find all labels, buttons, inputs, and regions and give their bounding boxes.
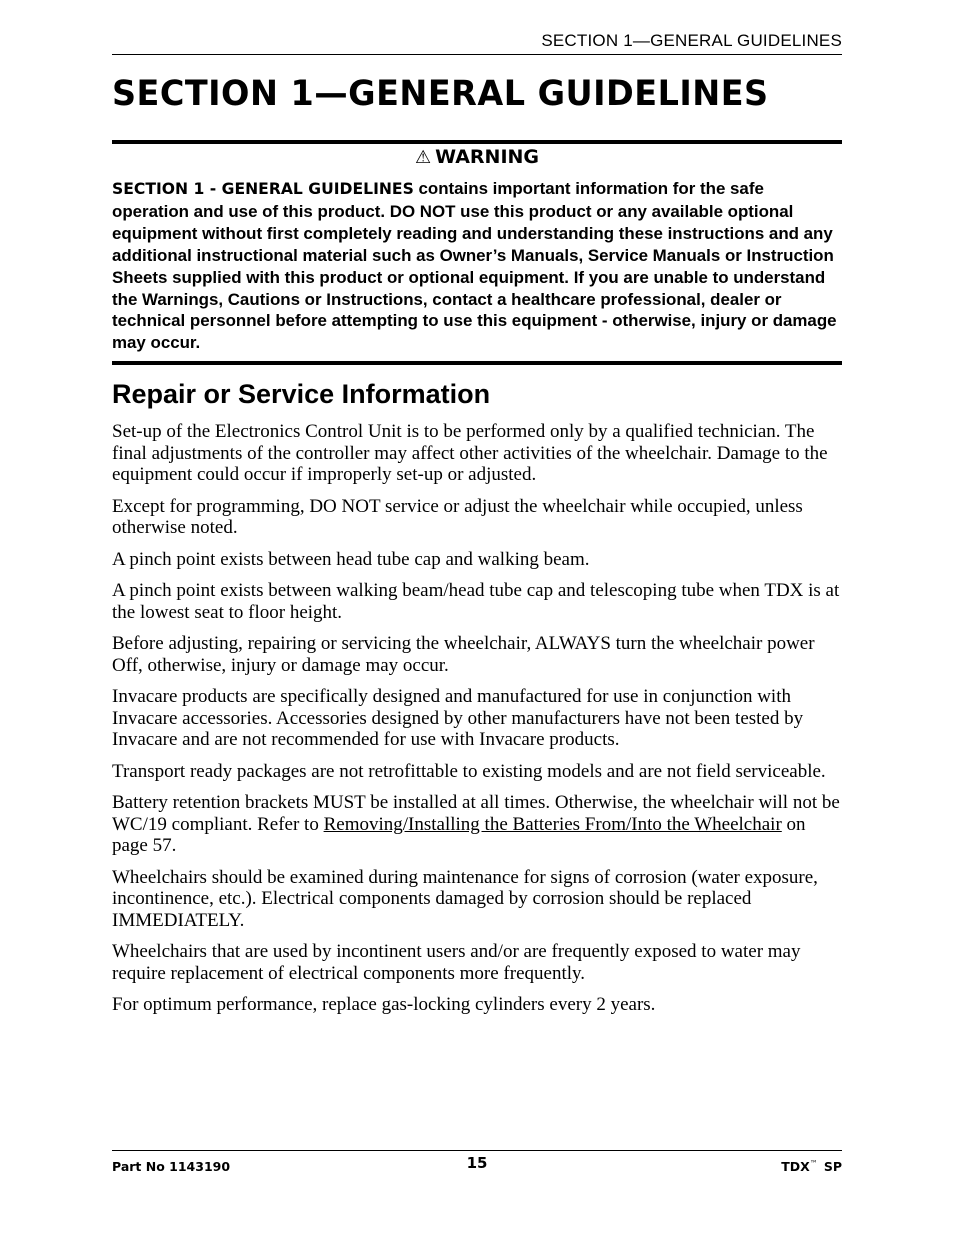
warning-top-rule: [112, 140, 842, 144]
paragraph: Wheelchairs should be examined during maintenance for signs of corrosion (water exposure, incontinence, etc.). Electrical components damaged by corrosion should be replaced IMMEDIATELY.: [112, 866, 818, 932]
battery-text: Battery retention brackets MUST be installed at all times. Otherwise, the wheelchair will not be WC/19 compliant. Refer to: [112, 792, 840, 835]
product-suffix: SP: [823, 1159, 842, 1174]
battery-section-link[interactable]: Removing/Installing the Batteries From/Into the Wheelchair: [323, 813, 782, 835]
warning-body: contains important information for the safe operation and use of this product. DO NOT use this product or any available optional equipment without first completely reading and understanding these instructions and any additional instructional material such as Owner’s Manuals, Service Manuals or Instruction Sheets supplied with this product or optional equipment. If you are unable to understand the Warnings, Cautions or Instructions, contact a healthcare professional, dealer or technical personnel before attempting to use this equipment - otherwise, injury or damage may occur.: [112, 179, 837, 353]
repair-body: [112, 421, 842, 1026]
paragraph: Set-up of the Electronics Control Unit is to be performed only by a qualified technician. The final adjustments of the controller may affect other activities of the wheelchair. Damage to the equipment could occur if improperly set-up or adjusted.: [112, 421, 828, 486]
section-title: SECTION 1—GENERAL GUIDELINES: [112, 74, 769, 114]
warning-heading-label: WARNING: [435, 146, 540, 168]
running-header: SECTION 1—GENERAL GUIDELINES: [541, 31, 842, 50]
product-label: TDX: [781, 1159, 810, 1174]
page-number: 15: [466, 1154, 488, 1172]
warning-heading: [112, 146, 842, 168]
manual-page: [112, 0, 842, 1235]
footer-rule: [112, 1150, 842, 1151]
trademark-symbol: ™: [809, 1159, 818, 1168]
part-number: Part No 1143190: [112, 1159, 231, 1174]
warning-bottom-rule: [112, 361, 842, 365]
paragraph: Except for programming, DO NOT service or adjust the wheelchair while occupied, unless otherwise noted.: [112, 495, 803, 539]
paragraph: A pinch point exists between head tube cap and walking beam.: [112, 548, 590, 570]
paragraph: Invacare products are specifically designed and manufactured for use in conjunction with Invacare accessories. Accessories designed by other manufacturers have not been tested by Invacare and are not recommended for use with Invacare products.: [112, 686, 804, 751]
paragraph: For optimum performance, replace gas-locking cylinders every 2 years.: [112, 994, 656, 1016]
paragraph: Transport ready packages are not retrofittable to existing models and are not field serviceable.: [112, 760, 826, 782]
battery-paragraph: [112, 792, 842, 857]
paragraph: Before adjusting, repairing or servicing the wheelchair, ALWAYS turn the wheelchair power Off, otherwise, injury or damage may occur.: [112, 633, 815, 676]
header-rule: [112, 54, 842, 55]
paragraph: Wheelchairs that are used by incontinent users and/or are frequently exposed to water may require replacement of electrical components more frequently.: [112, 941, 801, 985]
product-name: [781, 1159, 842, 1174]
repair-heading: Repair or Service Information: [112, 379, 491, 409]
battery-page-ref: on page 57.: [112, 813, 806, 857]
warning-lead: SECTION 1 - GENERAL GUIDELINES: [112, 180, 414, 198]
warning-text: [112, 178, 842, 354]
warning-triangle-icon: ⚠: [414, 147, 432, 168]
paragraph: A pinch point exists between walking beam/head tube cap and telescoping tube when TDX is at the lowest seat to floor height.: [112, 580, 840, 623]
